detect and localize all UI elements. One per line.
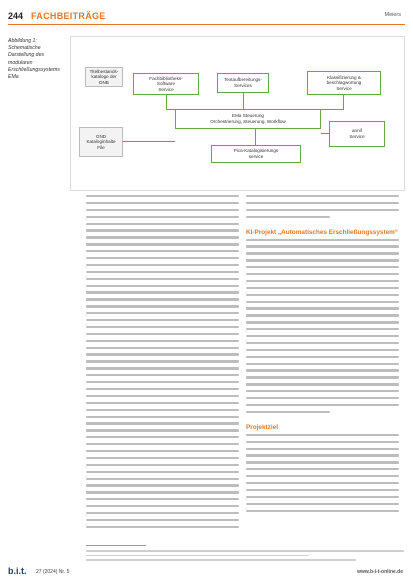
running-head: Meiers: [384, 12, 401, 18]
connector: [243, 93, 244, 109]
connector: [343, 95, 344, 109]
box-annif: annif Service: [329, 121, 385, 147]
box-dnb-kataloge: Titelbestands- kataloge der DNB: [85, 67, 123, 87]
box-orchestrierung: EMa Steuerung Orchestrierung, Steuerung, Workflow: [175, 109, 321, 129]
section-heading-ki-projekt: KI-Projekt „Automatisches Erschließungssystem“: [246, 228, 398, 236]
section-heading-projektziel: Projektziel: [246, 423, 278, 431]
connector: [321, 133, 329, 134]
text-column-left: [86, 195, 239, 533]
box-tools: Textaufbereitungs- Services: [217, 73, 269, 93]
section-label: FACHBEITRÄGE: [31, 11, 106, 21]
connector: [123, 141, 175, 142]
footnotes: [86, 550, 404, 564]
connector: [166, 95, 167, 109]
journal-logo: b.i.t.: [8, 566, 27, 576]
journal-url[interactable]: www.b-i-t-online.de: [357, 569, 403, 575]
figure: [70, 36, 405, 191]
footnote-rule: [86, 545, 146, 546]
page-number: 244: [8, 11, 24, 21]
figure-caption: Abbildung 1: Schematische Darstellung des modularen Erschließungssystems EMa: [8, 38, 60, 81]
issue-info: 27 (2024) Nr. 5: [36, 569, 70, 575]
header-rule: [8, 24, 405, 25]
connector: [255, 129, 256, 145]
box-gnd: GND Kataloginhalte File: [79, 127, 123, 157]
text-column-right: [246, 195, 399, 516]
connector: [166, 109, 344, 110]
box-klassifizierung: Klassifizierung & beschlagwortung Service: [307, 71, 381, 95]
box-pica: Pica-Katalogisierungs service: [211, 145, 301, 163]
box-ki-service: Fachbibliotheks- Software Service: [133, 73, 199, 95]
